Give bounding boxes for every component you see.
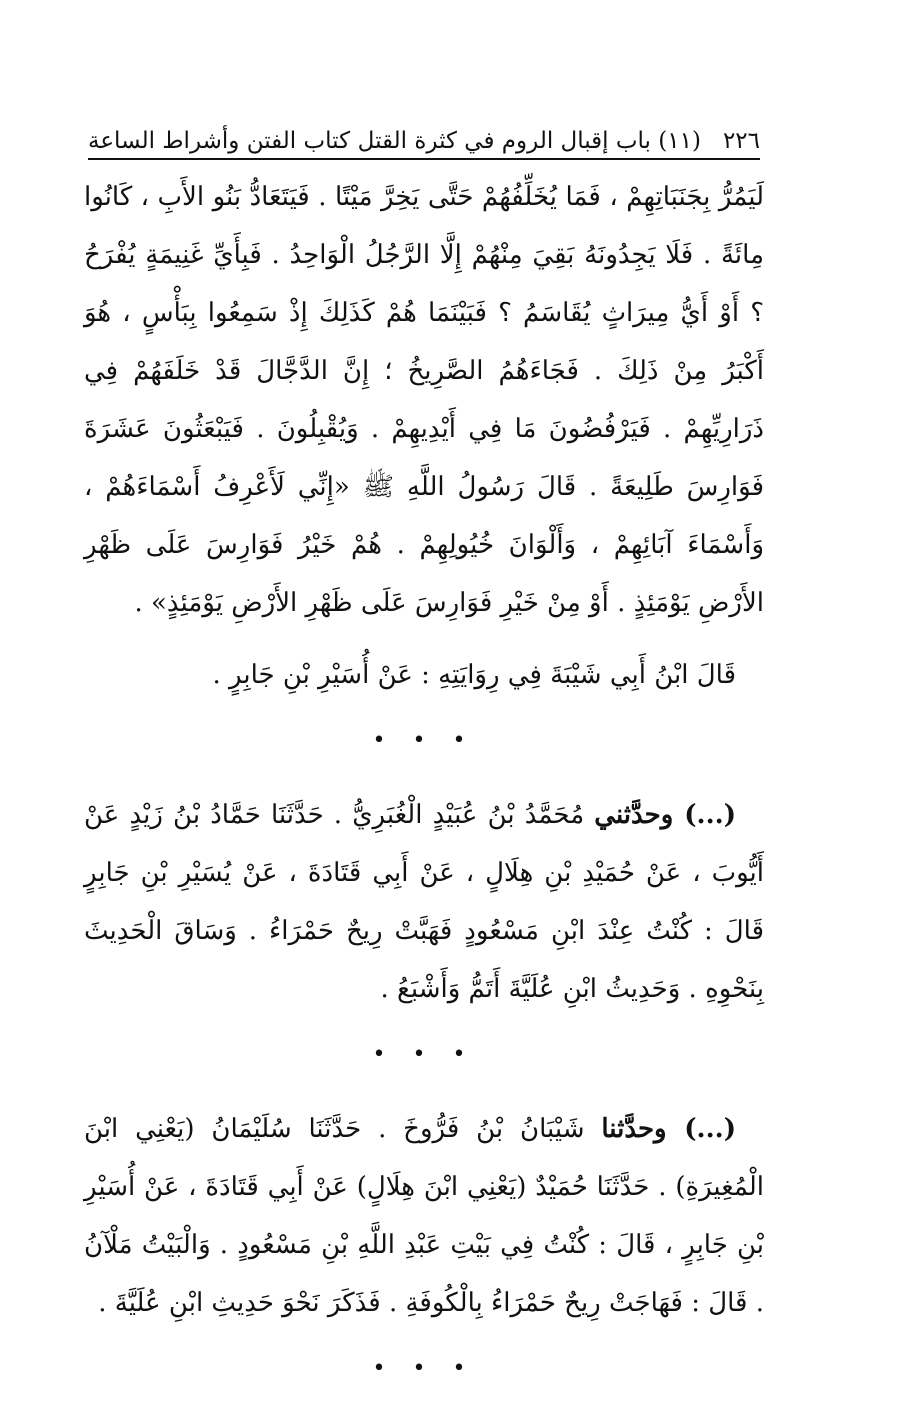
paragraph-ibn-abi-shaybah-note: قَالَ ابْنُ أَبِي شَيْبَةَ فِي رِوَايَتِهِ : عَنْ أُسَيْرِ بْنِ جَابِرٍ . — [212, 660, 736, 690]
paragraph-hadith-continuation: لَيَمُرُّ بِجَنَبَاتِهِمْ ، فَمَا يُخَلِّفُهُمْ حَتَّى يَخِرَّ مَيْتًا . فَيَتَعَادُّ بَنُو الأَبِ ، كَانُوا مِائَةً . فَلَا يَجِدُونَهُ بَقِيَ مِنْهُمْ إِلَّا الرَّجُلُ الْوَاحِدُ . فَبِأَيِّ غَنِيمَةٍ يُفْرَحُ ؟ أَوْ أَيُّ مِيرَاثٍ يُقَاسَمُ ؟ فَبَيْنَمَا هُمْ كَذَلِكَ إِذْ سَمِعُوا بِبَأْسٍ ، هُوَ أَكْبَرُ مِنْ ذَلِكَ . فَجَاءَهُمُ الصَّرِيخُ ؛ إِنَّ الدَّجَّالَ قَدْ خَلَفَهُمْ فِي ذَرَارِيِّهِمْ . فَيَرْفُضُونَ مَا فِي أَيْدِيهِمْ . وَيُقْبِلُونَ . فَيَبْعَثُونَ عَشَرَةَ فَوَارِسَ طَلِيعَةً . قَالَ رَسُولُ اللَّهِ ﷺ «إِنِّي لَأَعْرِفُ أَسْمَاءَهُمْ ، وَأَسْمَاءَ آبَائِهِمْ ، وَأَلْوَانَ خُيُولِهِمْ . هُمْ خَيْرُ فَوَارِسَ عَلَى ظَهْرِ الأَرْضِ يَوْمَئِذٍ . أَوْ مِنْ خَيْرِ فَوَارِسَ عَلَى ظَهْرِ الأَرْضِ يَوْمَئِذٍ» . — [84, 182, 764, 618]
section-separator-2: • • • — [372, 1042, 476, 1067]
page-header — [88, 118, 760, 158]
paragraph-narration-shayban — [84, 1100, 764, 1332]
page-body — [84, 168, 764, 1414]
header-right-group — [358, 124, 760, 158]
section-separator-3: • • • — [372, 1356, 476, 1381]
chapter-title: (١١) باب إقبال الروم في كثرة القتل — [357, 128, 701, 154]
page-number: ٢٢٦ — [722, 128, 760, 154]
book-title: كتاب الفتن وأشراط الساعة — [88, 128, 351, 154]
narration-text: شَيْبَانُ بْنُ فَرُّوخَ . حَدَّثَنَا سُلَيْمَانُ (يَعْنِي ابْنَ الْمُغِيرَةِ) . حَدَّثَنَا حُمَيْدٌ (يَعْنِي ابْنَ هِلَالٍ) عَنْ أَبِي قَتَادَةَ ، عَنْ أُسَيْرِ بْنِ جَابِرٍ ، قَالَ : كُنْتُ فِي بَيْتِ عَبْدِ اللَّهِ بْنِ مَسْعُودٍ . وَالْبَيْتُ مَلْآنُ . قَالَ : فَهَاجَتْ رِيحٌ حَمْرَاءُ بِالْكُوفَةِ . فَذَكَرَ نَحْوَ حَدِيثِ ابْنِ عُلَيَّةَ . — [84, 1114, 764, 1318]
narration-lead: (...) وحدَّثنا — [601, 1114, 736, 1144]
header-rule — [88, 158, 760, 160]
narration-text: مُحَمَّدُ بْنُ عُبَيْدٍ الْغُبَرِيُّ . حَدَّثَنَا حَمَّادُ بْنُ زَيْدٍ عَنْ أَيُّوبَ ، عَنْ حُمَيْدِ بْنِ هِلَالٍ ، عَنْ أَبِي قَتَادَةَ ، عَنْ يُسَيْرِ بْنِ جَابِرٍ قَالَ : كُنْتُ عِنْدَ ابْنِ مَسْعُودٍ فَهَبَّتْ رِيحٌ حَمْرَاءُ . وَسَاقَ الْحَدِيثَ بِنَحْوِهِ . وَحَدِيثُ ابْنِ عُلَيَّةَ أَتَمُّ وَأَشْبَعُ . — [84, 800, 764, 1004]
section-separator-1: • • • — [372, 728, 476, 753]
narration-lead: (...) وحدَّثني — [594, 800, 736, 830]
paragraph-narration-ghubari — [84, 786, 764, 1018]
